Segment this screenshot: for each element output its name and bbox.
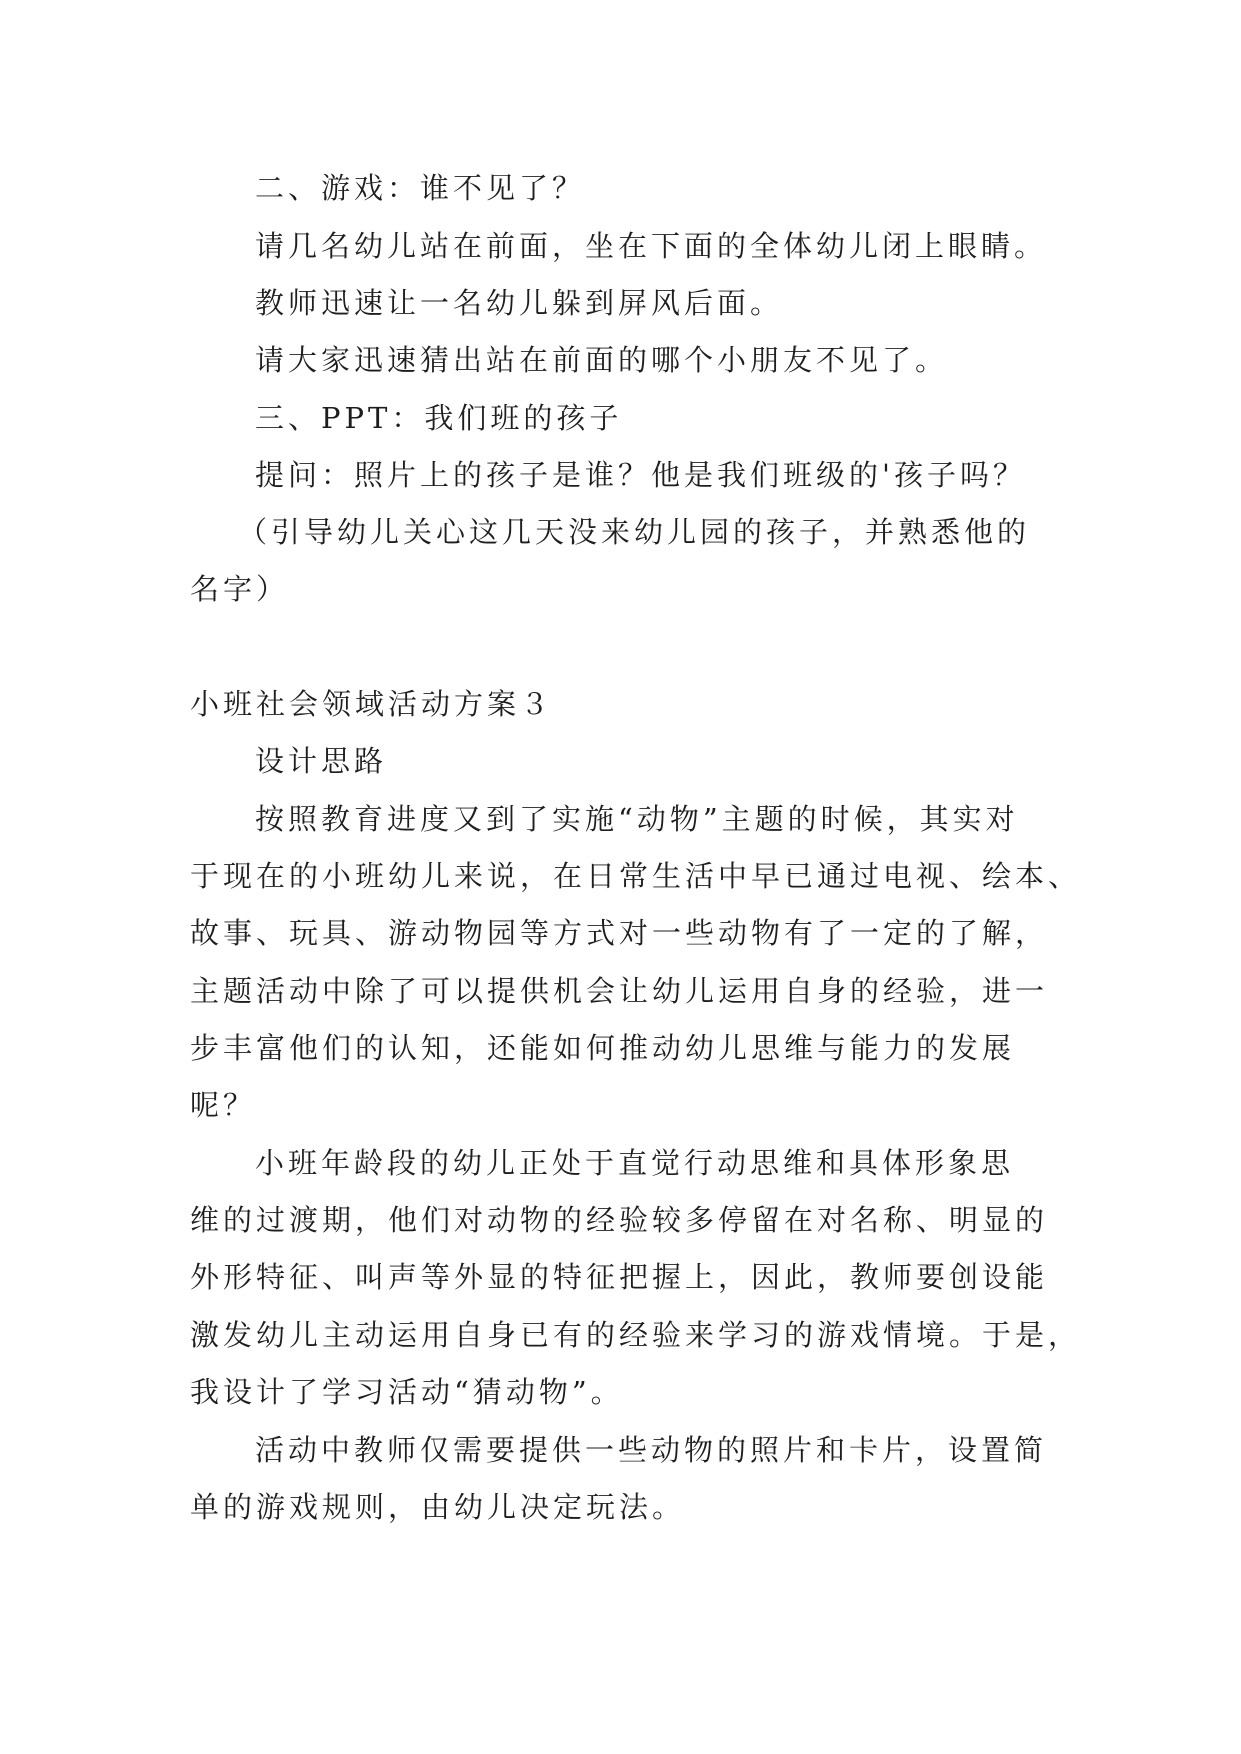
paragraph-line: 激发幼儿主动运用自身已有的经验来学习的游戏情境。于是， xyxy=(190,1318,1082,1352)
paragraph-line: 外形特征、叫声等外显的特征把握上，因此，教师要创设能 xyxy=(190,1260,1049,1294)
paragraph-line: 步丰富他们的认知，还能如何推动幼儿思维与能力的发展 xyxy=(190,1031,1016,1065)
section-heading-game: 二、游戏：谁不见了？ xyxy=(255,171,586,205)
paragraph-line: 呢？ xyxy=(190,1088,257,1122)
paragraph-line: 单的游戏规则，由幼儿决定玩法。 xyxy=(190,1490,686,1524)
paragraph-line: 小班年龄段的幼儿正处于直觉行动思维和具体形象思 xyxy=(255,1146,1015,1180)
paragraph-line: 我设计了学习活动“猜动物”。 xyxy=(190,1375,624,1409)
section-heading-ppt: 三、PPT：我们班的孩子 xyxy=(255,401,623,435)
document-title: 小班社会领域活动方案３ xyxy=(190,687,554,721)
paragraph-line: 名字） xyxy=(190,572,290,606)
paragraph-line: 提问：照片上的孩子是谁？他是我们班级的'孩子吗？ xyxy=(255,458,1026,492)
paragraph-line: 于现在的小班幼儿来说，在日常生活中早已通过电视、绘本、 xyxy=(190,859,1082,893)
paragraph-line: 请几名幼儿站在前面，坐在下面的全体幼儿闭上眼睛。 xyxy=(255,229,1048,263)
paragraph-line: 主题活动中除了可以提供机会让幼儿运用自身的经验，进一 xyxy=(190,974,1049,1008)
paragraph-line: 按照教育进度又到了实施“动物”主题的时候，其实对 xyxy=(255,802,1019,836)
subheading-design-idea: 设计思路 xyxy=(255,744,388,778)
paragraph-line: 请大家迅速猜出站在前面的哪个小朋友不见了。 xyxy=(255,343,949,377)
paragraph-line: 教师迅速让一名幼儿躲到屏风后面。 xyxy=(255,286,784,320)
paragraph-line: 维的过渡期，他们对动物的经验较多停留在对名称、明显的 xyxy=(190,1203,1049,1237)
paragraph-line: 故事、玩具、游动物园等方式对一些动物有了一定的了解， xyxy=(190,916,1049,950)
paragraph-line: 活动中教师仅需要提供一些动物的照片和卡片，设置简 xyxy=(255,1433,1048,1467)
paragraph-line: （引导幼儿关心这几天没来幼儿园的孩子，并熟悉他的 xyxy=(238,515,1031,549)
